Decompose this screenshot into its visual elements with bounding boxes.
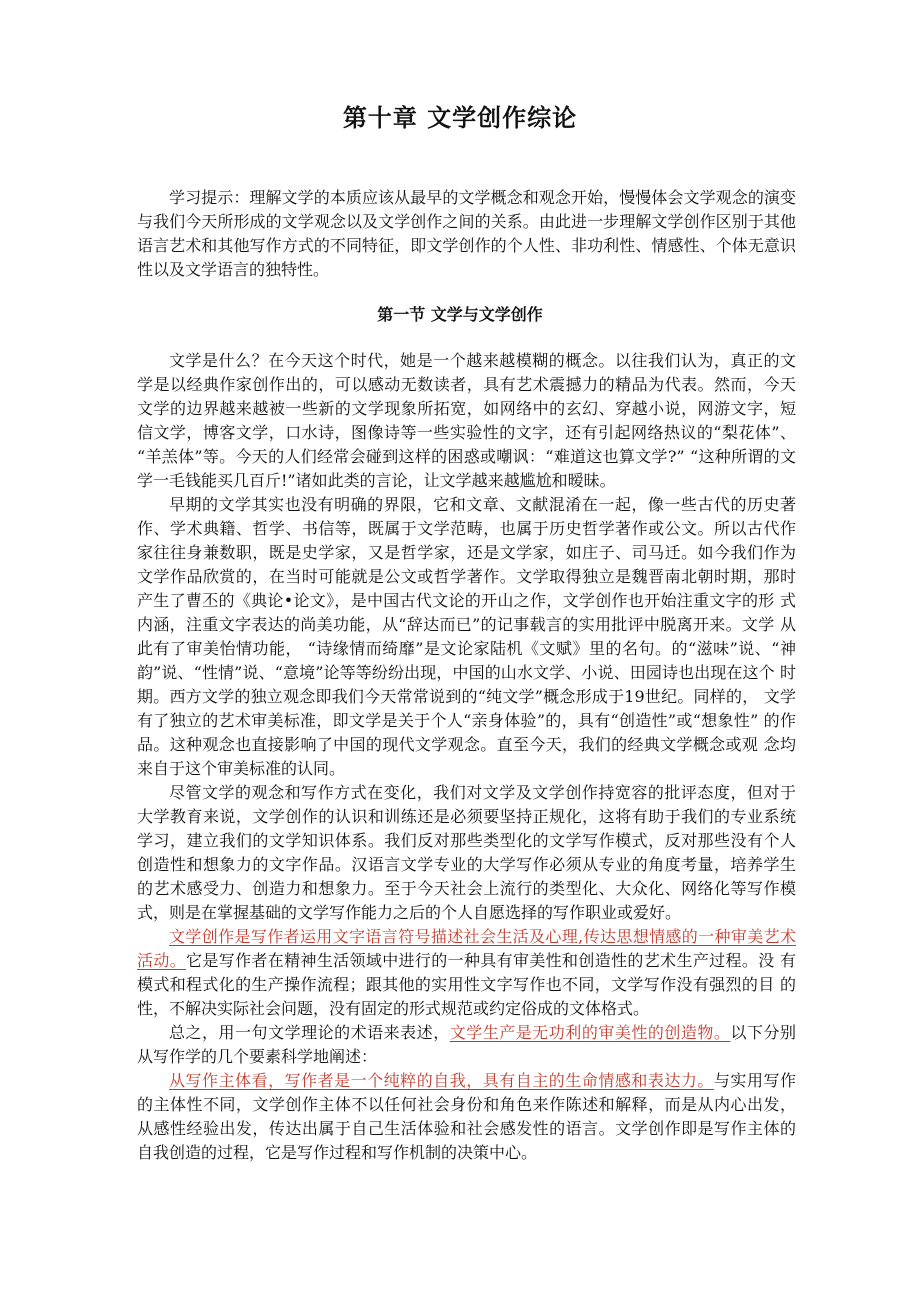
- summary-lead: 总之，用一句文学理论的术语来表述，: [169, 1023, 450, 1042]
- definition-highlight: 文学创作是写作者运用文字语言符号描述社会生活及心理,传达思想情感的一种审美艺术活动。: [137, 927, 796, 970]
- paragraph-summary: [137, 1021, 796, 1069]
- paragraph-writing-subject: [137, 1069, 796, 1165]
- paragraph-what-is-literature: 文学是什么？在今天这个时代，她是一个越来越模糊的概念。以往我们认为，真正的文 学是以经典作家创作出的，可以感动无数读者，具有艺术震撼力的精品为代表。然而，今天 文学的边界越来越被一些新的文学现象所拓宽，如网络中的玄幻、穿越小说，网游文字，短 信文学，博客文学，口水诗，图像诗等一些实验性的文字，还有引起网络热议的“梨花体”、 “羊羔体”等。今天的人们经常会碰到这样的困惑或嘲讽：“难道这也算文学?” “这种所谓的文 学一毛钱能买几百斤!”诸如此类的言论，让文学越来越尴尬和暧昧。: [137, 351, 796, 490]
- section-heading: 第一节 文学与文学创作: [377, 305, 543, 324]
- study-tips: [137, 186, 796, 282]
- writing-subject-rest: 与实用写作 的主体性不同，文学创作主体不以任何社会身份和角色来作陈述和解释，而是从内心出发， 从感性经验出发，传达出属于自己生活体验和社会感发性的语言。文学创作即是写作主体的 自我创造的过程，它是写作过程和写作机制的决策中心。: [137, 1071, 796, 1162]
- summary-highlight: 文学生产是无功利的审美性的创造物。: [449, 1023, 731, 1042]
- section-body: [137, 349, 796, 1165]
- definition-rest: 它是写作者在精神生活领域中进行的一种具有审美性和创造性的艺术生产过程。没 有模式和程式化的生产操作流程；跟其他的实用性文字写作也不同，文学写作没有强烈的目 的性，不解决实际社会问题，没有固定的形式规范或约定俗成的文体格式。: [137, 951, 796, 1018]
- chapter-title: 第十章 文学创作综论: [342, 104, 578, 132]
- paragraph-early-literature: 早期的文学其实也没有明确的界限，它和文章、文献混淆在一起，像一些古代的历史著 作、学术典籍、哲学、书信等，既属于文学范畴，也属于历史哲学著作或公文。所以古代作 家往往身兼数职，既是史学家，又是哲学家，还是文学家，如庄子、司马迁。如今我们作为 文学作品欣赏的，在当时可能就是公文或哲学著作。文学取得独立是魏晋南北朝时期，那时 产生了曹丕的《典论•论文》，是中国古代文论的开山之作，文学创作也开始注重文字的形 式内涵，注重文字表达的尚美功能，从“辞达而已”的记事载言的实用批评中脱离开来。文学 从此有了审美怡情功能， “诗缘情而绮靡”是文论家陆机《文赋》里的名句。的“滋味”说、“神 韵”说、“性情”说、“意境”论等等纷纷出现，中国的山水文学、小说、田园诗也出现在这个 时期。西方文学的独立观念即我们今天常常说到的“纯文学”概念形成于19世纪。同样的， 文学有了独立的艺术审美标准，即文学是关于个人“亲身体验”的，具有“创造性”或“想象性” 的作品。这种观念也直接影响了中国的现代文学观念。直至今天，我们的经典文学概念或观 念均来自于这个审美标准的认同。: [137, 495, 796, 778]
- paragraph-university-education: 尽管文学的观念和写作方式在变化，我们对文学及文学创作持宽容的批评态度，但对于 大学教育来说，文学创作的认识和训练还是必须要坚持正规化，这将有助于我们的专业系统 学习，建立我们的文学知识体系。我们反对那些类型化的文学写作模式，反对那些没有个人 创造性和想象力的文字作品。汉语言文学专业的大学写作必须从专业的角度考量，培养学生 的艺术感受力、创造力和想象力。至于今天社会上流行的类型化、大众化、网络化等写作模 式，则是在掌握基础的文学写作能力之后的个人自愿选择的写作职业或爱好。: [137, 783, 796, 922]
- paragraph-definition: [137, 925, 796, 1021]
- summary-rest: 以下分别 从写作学的几个要素科学地阐述：: [137, 1023, 796, 1066]
- study-tips-paragraph: 学习提示：理解文学的本质应该从最早的文学概念和观念开始，慢慢体会文学观念的演变与我们今天所形成的文学观念以及文学创作之间的关系。由此进一步理解文学创作区别于其他语言艺术和其他写作方式的不同特征，即文学创作的个人性、非功利性、情感性、个体无意识性以及文学语言的独特性。: [137, 188, 796, 279]
- writing-subject-highlight: 从写作主体看，写作者是一个纯粹的自我，具有自主的生命情感和表达力。: [169, 1071, 714, 1090]
